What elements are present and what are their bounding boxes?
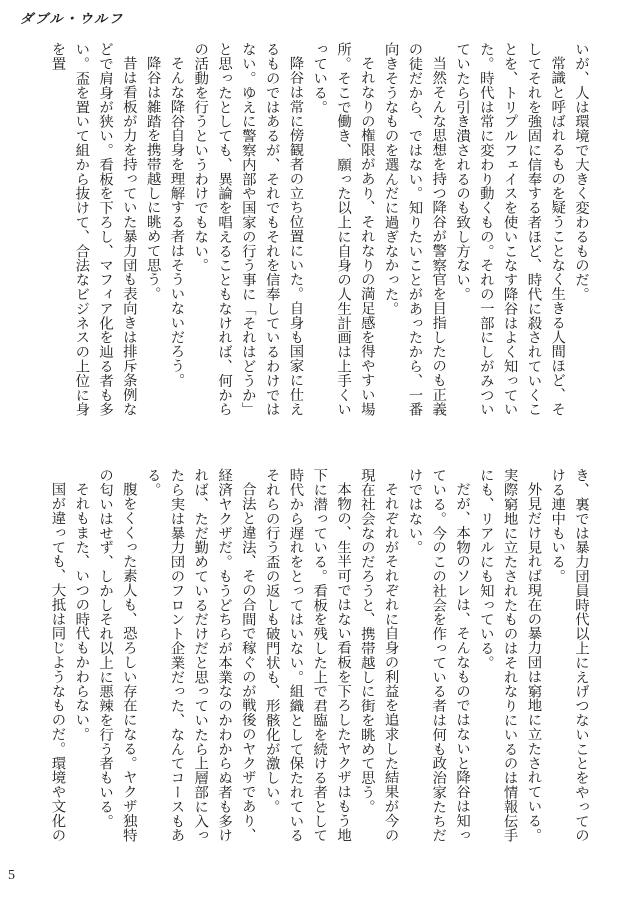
paragraph: いが、人は環境で大きく変わるものだ。 <box>573 42 589 302</box>
paragraph: 当然そんな思想を持つ降谷が警察官を目指したのも正義の徒だから、ではない。知りたいことがあったから、一番向きそうなものを選んだに過ぎなかった。 <box>382 42 447 417</box>
paragraph: 本物の、生半可ではない看板を下ろしたヤクザはもう地下に潜っている。看板を残した上で君臨を続ける者として時代から遅れをとってはいない。組織として保たれているそれらの行う盃の返しも破門状も、形骸化が激しい。 <box>263 468 352 843</box>
paragraph: そんな降谷自身を理解する者はそういないだろう。 <box>168 56 185 388</box>
paragraph: 外見だけ見れば現在の暴力団は窮地に立たされている。実際窮地に立たされたものはそれなりにいるのは情報伝手にも、リアルにも知っている。 <box>477 468 542 843</box>
running-header: ダブル・ウルフ <box>20 12 125 27</box>
paragraph: 国が違っても、大抵は同じようなものだ。環境や文化の <box>49 482 66 843</box>
paragraph: 腹をくくった素人も、恐ろしい存在になる。ヤクザ独特の匂いはせず、しかしそれ以上に悪辣を行う者もいる。 <box>97 468 137 843</box>
text-column-top <box>49 42 592 430</box>
paragraph: 常識と呼ばれるものを疑うことなく生きる人間ほど、そしてそれを強固に信奉する者ほど、時代に殺されていくことを、トリプルフェイスを使いこなす降谷はよく知っていた。時代は常に変わり動くもの。それの一部にしがみついていたら引き潰されるのも致し方ない。 <box>454 42 566 417</box>
paragraph: き、裏では暴力団員時代以上にえげつないことをやってのける連中もいる。 <box>549 468 589 843</box>
page-number: 5 <box>8 868 15 883</box>
paragraph: 合法と違法、その合間で稼ぐのが戦後のヤクザであり、経済ヤクザだ。もうどちらが本業なのかわからぬ者も多ければ、ただ勤めているだけだと思っていたら上層部に入ったら実は暴力団のフロント企業だった、なんてコースもある。 <box>144 468 256 843</box>
paragraph: だが、本物のソレは、そんなものではないと降谷は知っている。今のこの社会を作っている者は何も政治家たちだけではない。 <box>406 468 471 843</box>
paragraph: 降谷は雑踏を携帯越しに眺めて思う。 <box>144 56 161 302</box>
paragraph: それもまた、いつの時代もかわらない。 <box>73 482 90 742</box>
text-column-bottom <box>36 468 592 856</box>
paragraph: それなりの権限があり、それなりの満足感を得やすい場所。そこで働き、願った以上に自身の人生計画は上手くいっている。 <box>311 42 375 417</box>
paragraph: 降谷は常に傍観者の立ち位置にいた。自身も国家に仕えるものではあるが、それでもそれを信奉しているわけではない。ゆえに警察内部や国家の行う事に「それはどうか」と思ったとしても、異論を唱えることもなければ、何からの活動を行うというわけでもない。 <box>192 42 304 417</box>
paragraph: 昔は看板が力を持っていた暴力団も表向きは排斥条例などで肩身が狭い。看板を下ろし、マフィア化を辿る者も多い。盃を置いて組から抜けて、合法なビジネスの上位に身を置 <box>49 42 137 417</box>
paragraph: それぞれがそれぞれに自身の利益を追求した結果が今の現在社会なのだろうと、携帯越しに街を眺めて思う。 <box>358 468 399 843</box>
